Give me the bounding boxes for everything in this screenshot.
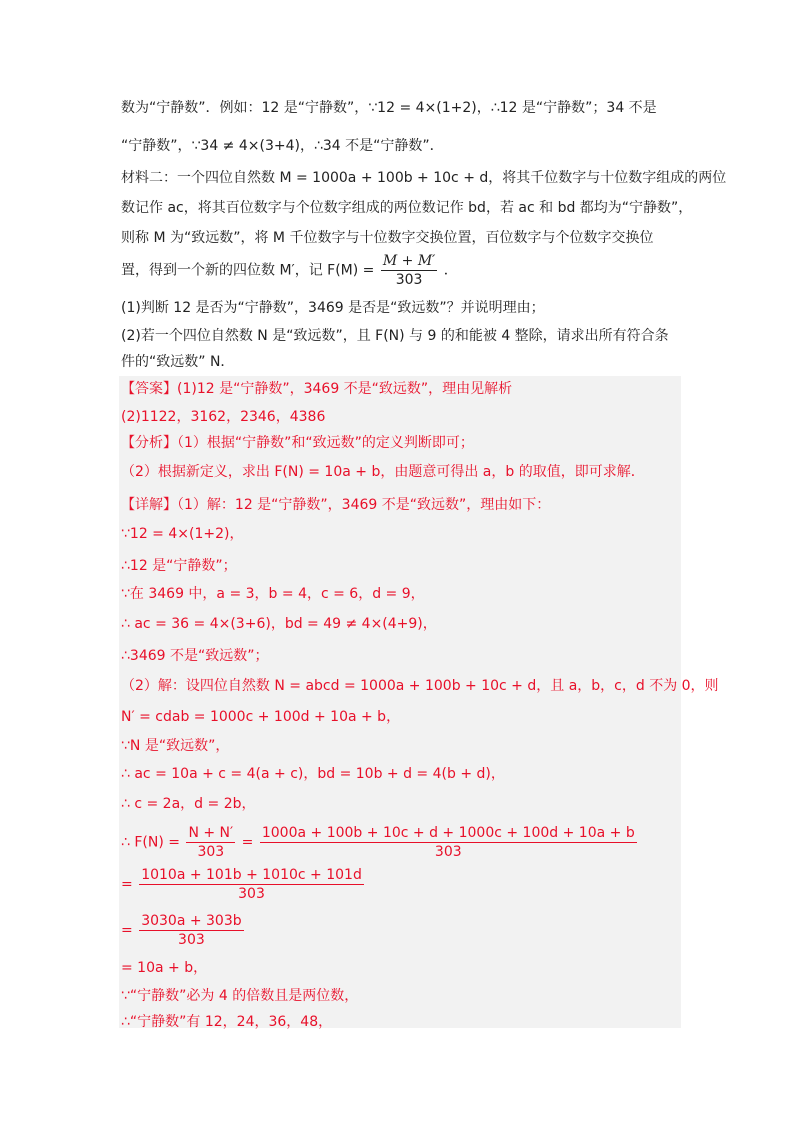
- material-line-3: 材料二：一个四位自然数 M = 1000a + 100b + 10c + d，将其千位数字与十位数字组成的两位: [121, 170, 727, 186]
- detail-line-6: ∴3469 不是“致远数”；: [121, 648, 269, 664]
- material-line-2: “宁静数”，∵34 ≠ 4×(3+4)，∴34 不是“宁静数”．: [121, 138, 444, 154]
- fraction-denominator: 303: [434, 844, 462, 860]
- material-line-6: [121, 252, 458, 289]
- equals-sign: =: [241, 834, 254, 851]
- detail-line-13: [121, 866, 366, 903]
- fraction-numerator: M + M′: [382, 253, 436, 269]
- detail-line-10: ∴ ac = 10a + c = 4(a + c)，bd = 10b + d = 4(b + d)，: [121, 766, 505, 782]
- fraction-numerator: N + N′: [188, 825, 234, 841]
- detail-line-5: ∴ ac = 36 = 4×(3+6)，bd = 49 ≠ 4×(4+9)，: [121, 616, 437, 632]
- answer-line-2: (2)1122，3162，2346，4386: [121, 409, 326, 425]
- fraction-n-sum: [186, 824, 235, 861]
- detail-line-12: [121, 824, 639, 861]
- answer-line: 【答案】(1)12 是“宁静数”，3469 不是“致远数”，理由见解析: [121, 381, 513, 397]
- fraction-numerator: 3030a + 303b: [141, 913, 242, 929]
- fraction-denominator: 303: [178, 932, 205, 948]
- question-2-continued: 件的“致远数” N．: [121, 354, 235, 370]
- detail-line-9: ∵N 是“致远数”，: [121, 738, 230, 754]
- fraction-denominator: 303: [395, 272, 423, 288]
- equals-sign: =: [121, 876, 133, 893]
- detail-line-17: ∴“宁静数”有 12，24，36，48，: [121, 1014, 333, 1030]
- fraction-numerator: 1010a + 101b + 1010c + 101d: [141, 867, 362, 883]
- detail-line-1: 【详解】（1）解：12 是“宁静数”，3469 不是“致远数”，理由如下：: [121, 497, 551, 513]
- analysis-line-1: 【分析】（1）根据“宁静数”和“致远数”的定义判断即可；: [121, 435, 474, 451]
- detail-line-4: ∵在 3469 中，a = 3，b = 4，c = 6，d = 9，: [121, 586, 425, 602]
- material-line-6-text: 置，得到一个新的四位数 M′，记 F(M) =: [121, 262, 375, 279]
- fraction-simplified: [139, 912, 243, 949]
- material-line-5: 则称 M 为“致远数”，将 M 千位数字与十位数字交换位置，百位数字与个位数字交换位: [121, 230, 654, 246]
- fraction-expanded: [260, 824, 637, 861]
- detail-line-14: [121, 912, 246, 949]
- detail-line-11: ∴ c = 2a，d = 2b，: [121, 796, 256, 812]
- detail-line-3: ∴12 是“宁静数”；: [121, 558, 237, 574]
- equals-sign: =: [121, 922, 133, 939]
- detail-line-12-prefix: ∴ F(N) =: [121, 834, 180, 851]
- question-1: (1)判断 12 是否为“宁静数”，3469 是否是“致远数”？并说明理由；: [121, 300, 545, 316]
- fraction-numerator: 1000a + 100b + 10c + d + 1000c + 100d + 10a + b: [261, 825, 635, 841]
- detail-line-2: ∵12 = 4×(1+2)，: [121, 526, 244, 542]
- material-line-6-end: ．: [443, 262, 458, 279]
- analysis-line-2: （2）根据新定义，求出 F(N) = 10a + b，由题意可得出 a，b 的取值，即可求解．: [121, 464, 645, 480]
- fraction-f-m: [381, 252, 437, 289]
- fraction-denominator: 303: [238, 886, 265, 902]
- detail-line-7: （2）解：设四位自然数 N = abcd = 1000a + 100b + 10c + d，且 a，b，c，d 不为 0，则: [121, 678, 719, 694]
- fraction-denominator: 303: [197, 844, 225, 860]
- detail-line-16: ∵“宁静数”必为 4 的倍数且是两位数，: [121, 988, 359, 1004]
- detail-line-15: = 10a + b，: [121, 960, 208, 976]
- detail-line-8: N′ = cdab = 1000c + 100d + 10a + b，: [121, 709, 401, 725]
- material-line-4: 数记作 ac，将其百位数字与个位数字组成的两位数记作 bd，若 ac 和 bd 都均为“宁静数”，: [121, 200, 693, 216]
- question-2: (2)若一个四位自然数 N 是“致远数”，且 F(N) 与 9 的和能被 4 整除，请求出所有符合条: [121, 328, 669, 344]
- material-line-1: 数为“宁静数”．例如：12 是“宁静数”，∵12 = 4×(1+2)，∴12 是“宁静数”；34 不是: [121, 100, 657, 116]
- fraction-grouped: [139, 866, 364, 903]
